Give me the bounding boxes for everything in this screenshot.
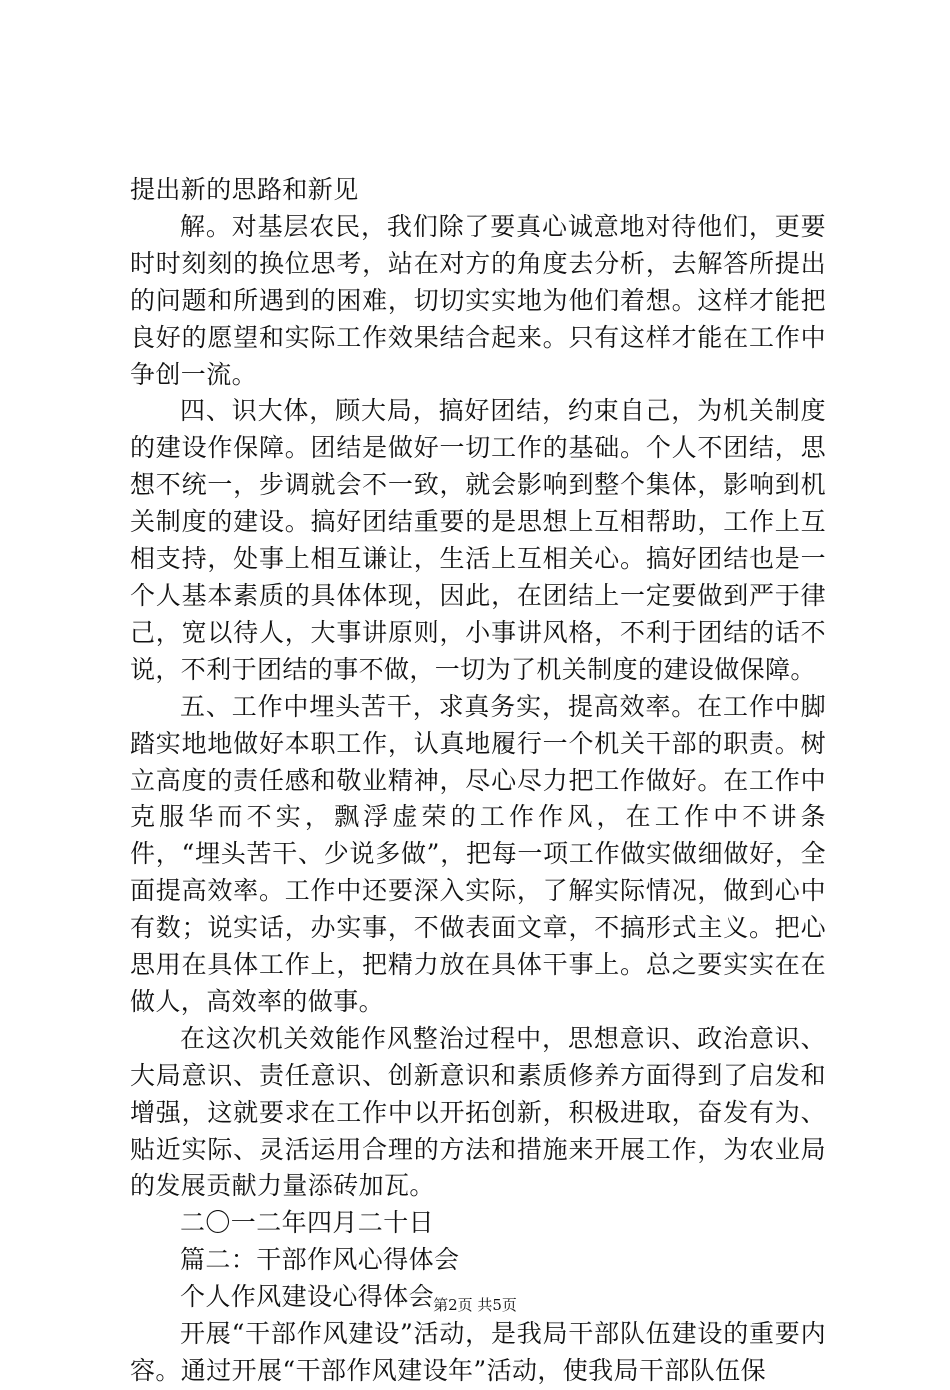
paragraph-continuation-heading: 提出新的思路和新见 [130,175,359,204]
page-footer: 第2页 共5页 [433,1296,517,1314]
document-date: 二〇一二年四月二十日 [180,1208,435,1238]
document-body [130,172,826,1390]
paragraph-conclusion: 在这次机关效能作风整治过程中，思想意识、政治意识、大局意识、责任意识、创新意识和素质修养方面得到了启发和增强，这就要求在工作中以开拓创新，积极进取，奋发有为、贴近实际、灵活运用合理的方法和措施来开展工作，为农业局的发展贡献力量添砖加瓦。 [130,1023,826,1201]
paragraph-continuation: 解。对基层农民，我们除了要真心诚意地对待他们，更要时时刻刻的换位思考，站在对方的角度去分析，去解答所提出的问题和所遇到的困难，切切实实地为他们着想。这样才能把良好的愿望和实际工作效果结合起来。只有这样才能在工作中争创一流。 [130,211,826,389]
paragraph-point-five: 五、工作中埋头苦干，求真务实，提高效率。在工作中脚踏实地地做好本职工作，认真地履行一个机关干部的职责。树立高度的责任感和敬业精神，尽心尽力把工作做好。在工作中克服华而不实，飘浮虚荣的工作作风，在工作中不讲条件，“埋头苦干、少说多做”，把每一项工作做实做细做好，全面提高效率。工作中还要深入实际，了解实际情况，做到心中有数；说实话，办实事，不做表面文章，不搞形式主义。把心思用在具体工作上，把精力放在具体干事上。总之要实实在在做人，高效率的做事。 [130,691,826,1016]
section-subtitle: 个人作风建设心得体会 [180,1282,435,1312]
paragraph-point-four: 四、识大体，顾大局，搞好团结，约束自己，为机关制度的建设作保障。团结是做好一切工作的基础。个人不团结，思想不统一，步调就会不一致，就会影响到整个集体，影响到机关制度的建设。搞好团结重要的是思想上互相帮助，工作上互相支持，处事上相互谦让，生活上互相关心。搞好团结也是一个人基本素质的具体体现，因此，在团结上一定要做到严于律己，宽以待人，大事讲原则，小事讲风格，不利于团结的话不说，不利于团结的事不做，一切为了机关制度的建设做保障。 [130,396,826,684]
paragraph-intro: 开展“干部作风建设”活动，是我局干部队伍建设的重要内容。通过开展“干部作风建设年”活动，使我局干部队伍保 [130,1319,826,1385]
section-title: 篇二：干部作风心得体会 [180,1245,460,1275]
